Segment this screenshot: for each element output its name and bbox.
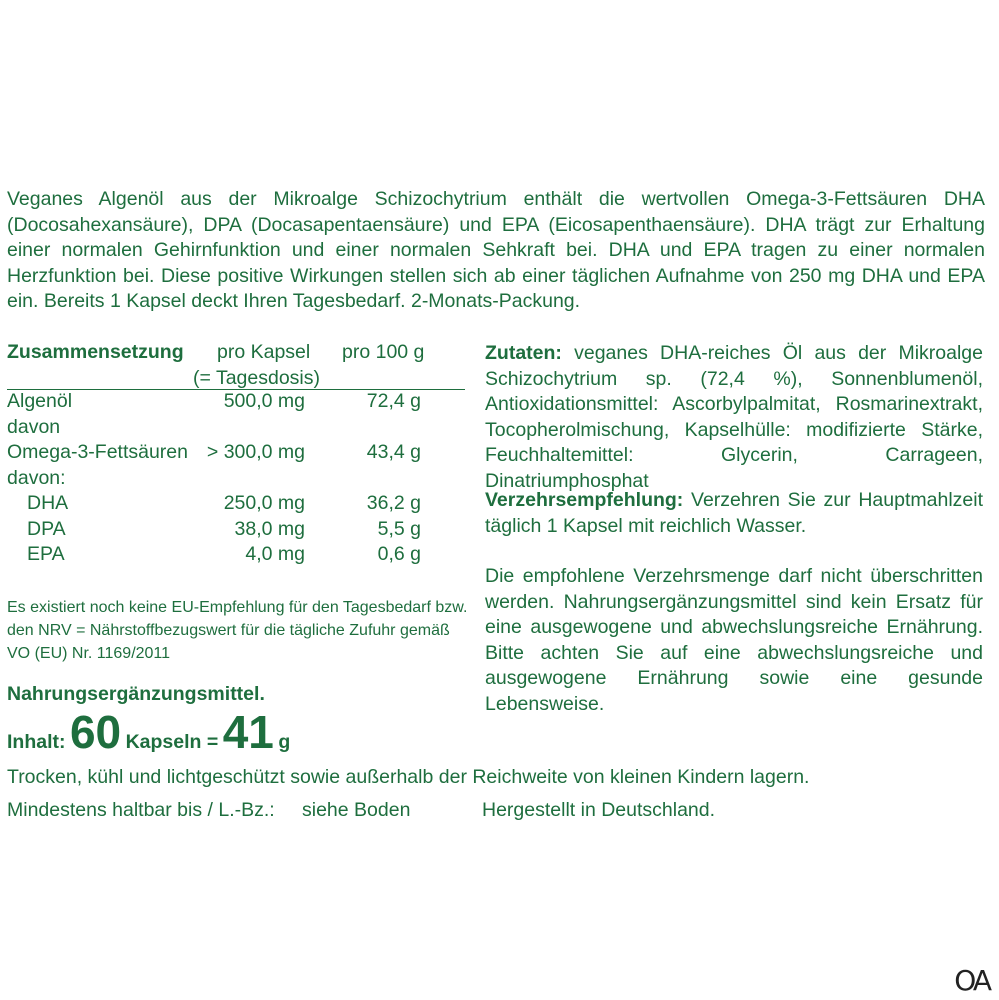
- composition-row: [7, 492, 465, 518]
- per-100g-value: 72,4 g: [366, 390, 421, 412]
- per-100g-value: 43,4 g: [366, 441, 421, 463]
- content-weight: 41: [222, 706, 274, 758]
- weight-unit: g: [278, 731, 291, 753]
- category-label: Nahrungsergänzungsmittel.: [7, 683, 265, 705]
- warning-block: [485, 564, 983, 717]
- intro-paragraph: Veganes Algenöl aus der Mikroalge Schizochytrium enthält die wertvollen Omega-3-Fettsäuren DHA (Docosahexansäure), DPA (Docasapentaensäure) und EPA (Eicosapenthaensäure). DHA trägt zur Erhaltung einer normalen Gehirnfunktion und einer normalen Sehkraft bei. DHA und EPA tragen zu einer normalen Herzfunktion bei. Diese positive Wirkungen stellen sich ab einer täglichen Aufnahme von 250 mg DHA und EPA ein. Bereits 1 Kapsel deckt Ihren Tagesbedarf. 2-Monats-Packung.: [7, 188, 985, 312]
- composition-title: Zusammensetzung: [7, 341, 184, 363]
- per-100g-value: 36,2 g: [366, 492, 421, 514]
- per-capsule-value: 250,0 mg: [223, 492, 305, 514]
- composition-row: [7, 390, 465, 416]
- nutrient-name: DPA: [27, 517, 66, 540]
- composition-rows: [7, 390, 465, 569]
- ingredients-block: [485, 341, 983, 494]
- column-per-100g: pro 100 g: [342, 341, 425, 363]
- per-100g-value: 0,6 g: [377, 543, 421, 565]
- nutrient-name: Omega-3-Fettsäuren: [7, 441, 188, 463]
- per-100g-value: 5,5 g: [377, 517, 421, 540]
- content-quantity: [7, 706, 291, 758]
- composition-row: [7, 441, 465, 467]
- nutrient-name: EPA: [27, 543, 65, 565]
- brand-logo: OA: [954, 964, 989, 997]
- ingredients-text: veganes DHA-reiches Öl aus der Mikroalge Schizochytrium sp. (72,4 %), Sonnenblumenöl, Antioxidationsmittel: Ascorbylpalmitat, Rosmarinextrakt, Tocopherolmischung, Kapselhülle: modifizierte Stärke, Feuchhaltemittel: Glycerin, Carrageen, Dinatriumphosphat: [485, 342, 983, 492]
- storage-instructions: Trocken, kühl und lichtgeschützt sowie außerhalb der Reichweite von kleinen Kindern lagern.: [7, 766, 810, 788]
- nutrient-name: DHA: [27, 492, 69, 514]
- nutrient-name: davon:: [7, 466, 66, 489]
- eu-recommendation-note: Es existiert noch keine EU-Empfehlung für den Tagesbedarf bzw. den NRV = Nährstoffbezugswert für die tägliche Zufuhr gemäß VO (EU) Nr. 1169/2011: [7, 599, 468, 662]
- nutrient-name: davon: [7, 415, 61, 438]
- intro-text: [7, 187, 985, 315]
- column-daily-dose-note: (= Tagesdosis): [193, 367, 320, 389]
- capsule-unit: Kapseln =: [125, 731, 219, 753]
- composition-row: [7, 543, 465, 569]
- ingredients-label: Zutaten:: [485, 342, 562, 364]
- composition-header: [7, 341, 465, 390]
- recommendation-block: [485, 488, 983, 539]
- nutrient-name: Algenöl: [7, 390, 73, 412]
- composition-row: [7, 518, 465, 544]
- per-capsule-value: 4,0 mg: [245, 543, 305, 565]
- composition-row: [7, 416, 465, 442]
- made-in-label: Hergestellt in Deutschland.: [482, 799, 716, 821]
- composition-table: [7, 341, 465, 569]
- best-before-value: siehe Boden: [302, 799, 411, 821]
- best-before-label: Mindestens haltbar bis / L.-Bz.:: [7, 799, 275, 821]
- warning-text: Die empfohlene Verzehrsmenge darf nicht überschritten werden. Nahrungsergänzungsmittel sind kein Ersatz für eine ausgewogene und abwechslungsreiche Ernährung. Bitte achten Sie auf eine abwechslungsreiche und ausgewogene Ernährung sowie eine gesunde Lebensweise.: [485, 565, 983, 715]
- per-capsule-value: > 300,0 mg: [206, 441, 305, 463]
- content-label: Inhalt:: [7, 731, 66, 753]
- per-capsule-value: 500,0 mg: [223, 390, 305, 412]
- composition-row: [7, 467, 465, 493]
- recommendation-text: Verzehren Sie zur Hauptmahlzeit täglich 1 Kapsel mit reichlich Wasser.: [485, 489, 983, 537]
- recommendation-label: Verzehrsempfehlung:: [485, 489, 684, 511]
- column-per-capsule: pro Kapsel: [217, 341, 311, 363]
- per-capsule-value: 38,0 mg: [234, 517, 305, 540]
- capsule-count: 60: [69, 706, 122, 758]
